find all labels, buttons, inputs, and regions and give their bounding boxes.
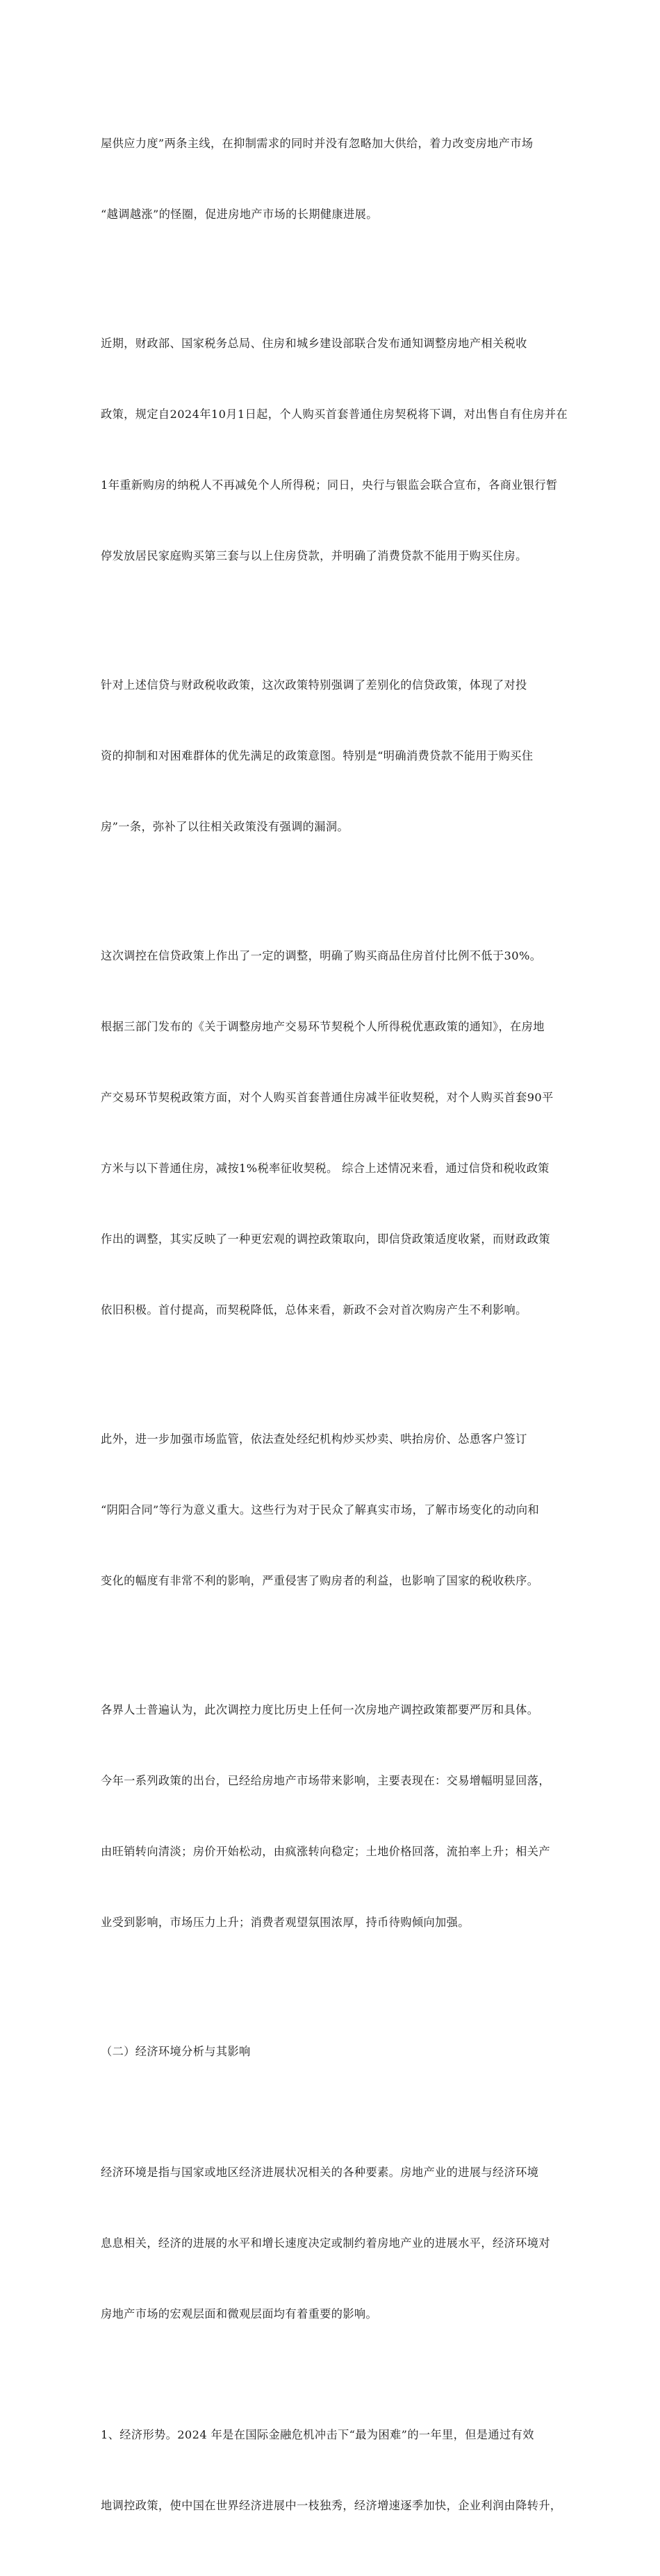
text-line: 方米与以下普通住房，减按1%税率征收契税。 综合上述情况来看，通过信贷和税收政策 — [101, 1162, 550, 1175]
paragraph-market-impact — [101, 1651, 573, 1982]
text-line: 1、经济形势。2024 年是在国际金融危机冲击下“最为困难”的一年里，但是通过有效 — [101, 2428, 534, 2441]
text-line: 房地产市场的宏观层面和微观层面均有着重要的影响。 — [101, 2307, 378, 2320]
text-line: 根据三部门发布的《关于调整房地产交易环节契税个人所得税优惠政策的通知》，在房地 — [101, 1020, 545, 1033]
text-line: 由旺销转向清淡；房价开始松动，由疯涨转向稳定；土地价格回落，流拍率上升；相关产 — [101, 1845, 550, 1858]
text-line: 作出的调整，其实反映了一种更宏观的调控政策取向，即信贷政策适度收紧，而财政政策 — [101, 1232, 550, 1246]
text-line: 各界人士普遍认为，此次调控力度比历史上任何一次房地产调控政策都要严厉和具体。 — [101, 1703, 539, 1716]
text-line: 此外，进一步加强市场监管，依法查处经纪机构炒买炒卖、哄抬房价、怂恿客户签订 — [101, 1432, 527, 1446]
section-heading-text: （二）经济环境分析与其影响 — [101, 2045, 251, 2058]
text-line: “越调越涨”的怪圈，促进房地产市场的长期健康进展。 — [101, 208, 378, 221]
text-line: 业受到影响，市场压力上升；消费者观望氛围浓厚，持币待购倾向加强。 — [101, 1916, 470, 1929]
text-line: 停发放居民家庭购买第三套与以上住房贷款，并明确了消费贷款不能用于购买住房。 — [101, 549, 527, 562]
text-line: 屋供应力度”两条主线，在抑制需求的同时并没有忽略加大供给，着力改变房地产市场 — [101, 137, 534, 150]
document-body — [101, 85, 573, 2576]
text-line: 1年重新购房的纳税人不再减免个人所得税；同日，央行与银监会联合宣布，各商业银行暂 — [101, 478, 558, 492]
paragraph-tax-policy — [101, 285, 573, 615]
text-line: “阴阳合同”等行为意义重大。这些行为对于民众了解真实市场，了解市场变化的动向和 — [101, 1503, 540, 1516]
paragraph-economic-situation — [101, 2376, 573, 2565]
text-line: 资的抑制和对困难群体的优先满足的政策意图。特别是“明确消费贷款不能用于购买住 — [101, 749, 534, 762]
paragraph-credit-policy — [101, 626, 573, 886]
text-line: 息息相关，经济的进展的水平和增长速度决定或制约着房地产业的进展水平，经济环境对 — [101, 2236, 550, 2250]
paragraph-market-supervision — [101, 1380, 573, 1640]
text-line: 政策，规定自2024年10月1日起，个人购买首套普通住房契税将下调，对出售自有住房并在 — [101, 408, 568, 421]
text-line: 这次调控在信贷政策上作出了一定的调整，明确了购买商品住房首付比例不低于30%。 — [101, 949, 542, 962]
paragraph-down-payment — [101, 897, 573, 1369]
text-line: 房”一条，弥补了以往相关政策没有强调的漏洞。 — [101, 820, 349, 833]
text-line: 经济环境是指与国家或地区经济进展状况相关的各种要素。房地产业的进展与经济环境 — [101, 2166, 539, 2179]
text-line: 地调控政策，使中国在世界经济进展中一枝独秀，经济增速逐季加快，企业利润由降转升， — [101, 2499, 562, 2512]
paragraph-economic-environment — [101, 2114, 573, 2373]
text-line: 变化的幅度有非常不利的影响，严重侵害了购房者的利益，也影响了国家的税收秩序。 — [101, 1574, 539, 1587]
text-line: 近期，财政部、国家税务总局、住房和城乡建设部联合发布通知调整房地产相关税收 — [101, 337, 527, 350]
paragraph-intro-continuation — [101, 85, 573, 274]
text-line: 产交易环节契税政策方面，对个人购买首套普通住房减半征收契税，对个人购买首套90平 — [101, 1091, 554, 1104]
text-line: 依旧积极。首付提高，而契税降低，总体来看，新政不会对首次购房产生不利影响。 — [101, 1303, 527, 1316]
text-line: 针对上述信贷与财政税收政策，这次政策特别强调了差别化的信贷政策，体现了对投 — [101, 678, 527, 692]
section-heading-economic-environment — [101, 1993, 573, 2111]
text-line: 今年一系列政策的出台，已经给房地产市场带来影响，主要表现在：交易增幅明显回落， — [101, 1774, 550, 1787]
